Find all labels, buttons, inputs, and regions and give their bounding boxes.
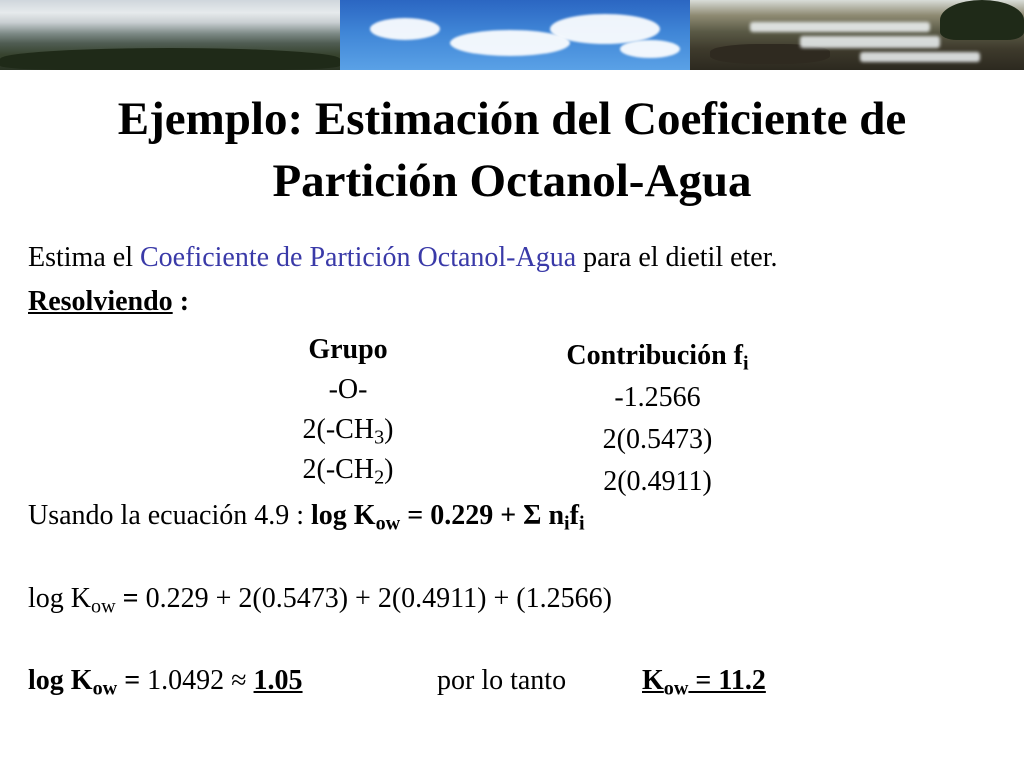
cloud-shape <box>370 18 440 40</box>
calculation-line <box>28 583 612 618</box>
title-line-2: Partición Octanol-Agua <box>272 155 752 207</box>
result-logk-text: log K <box>28 665 93 696</box>
contribution-cell: 2(0.4911) <box>603 466 712 497</box>
kow-result <box>642 665 766 700</box>
tree-shape <box>940 0 1024 40</box>
kow-value: = 11.2 <box>688 665 766 696</box>
slide-title <box>0 88 1024 212</box>
result-value: 1.0492 ≈ <box>147 665 254 696</box>
horizon-treeline <box>0 48 340 70</box>
equation-sub-i: i <box>564 512 570 535</box>
result-eq: = <box>117 665 148 696</box>
equation-rhs: = 0.229 + Σ n <box>400 500 565 531</box>
group-cell <box>248 370 448 410</box>
contribution-header <box>530 335 785 377</box>
equation-logk: log K <box>311 500 376 531</box>
group-subscript: 2 <box>374 466 385 489</box>
cloud-shape <box>620 40 680 58</box>
group-cell <box>248 410 448 450</box>
therefore-text: por lo tanto <box>437 665 567 696</box>
group-subscript: 3 <box>374 426 385 449</box>
group-cell <box>248 450 448 490</box>
result-logk <box>28 665 148 700</box>
calc-sub-ow: ow <box>91 595 116 618</box>
result-line <box>28 665 303 700</box>
waterfall-photo <box>690 0 1024 70</box>
group-text: 2(-CH <box>302 454 375 485</box>
calc-eq: = <box>115 583 146 614</box>
contribution-header-subscript: i <box>742 352 749 375</box>
result-rounded: 1.05 <box>253 665 303 696</box>
group-close: ) <box>384 454 394 485</box>
title-line-1: Ejemplo: Estimación del Coeficiente de <box>117 93 907 145</box>
solving-label: Resolviendo <box>28 286 173 317</box>
equation-sub-ow: ow <box>375 512 401 535</box>
calc-expression: 0.229 + 2(0.5473) + 2(0.4911) + (1.2566) <box>145 583 612 614</box>
water-flow <box>750 22 930 32</box>
contribution-column <box>530 330 785 503</box>
equation-line <box>28 500 585 535</box>
contribution-cell: -1.2566 <box>614 382 701 413</box>
contribution-header-text: Contribución f <box>566 340 743 371</box>
group-column <box>248 330 448 490</box>
water-flow <box>800 36 940 48</box>
problem-statement <box>28 242 778 274</box>
equation-sub-i: i <box>578 512 585 535</box>
solving-colon: : <box>172 286 190 317</box>
prompt-before: Estima el <box>28 242 140 273</box>
group-text: -O- <box>328 374 368 405</box>
cloud-shape <box>450 30 570 56</box>
header-banner <box>0 0 1024 70</box>
prompt-after: para el dietil eter. <box>576 242 778 273</box>
solving-heading <box>28 286 189 318</box>
kow-letter: K <box>642 665 664 696</box>
equation-f: f <box>569 500 579 531</box>
kow-subscript: ow <box>663 677 689 700</box>
water-flow <box>860 52 980 62</box>
result-sub-ow: ow <box>92 677 118 700</box>
equation-intro: Usando la ecuación 4.9 : <box>28 500 312 531</box>
equation-formula <box>311 500 585 535</box>
prompt-term: Coeficiente de Partición Octanol-Agua <box>139 242 577 273</box>
calc-logk: log K <box>28 583 91 614</box>
group-header: Grupo <box>308 334 388 365</box>
sky-photo <box>340 0 690 70</box>
group-text: 2(-CH <box>302 414 375 445</box>
landscape-photo <box>0 0 340 70</box>
group-close: ) <box>384 414 394 445</box>
contribution-cell: 2(0.5473) <box>602 424 713 455</box>
